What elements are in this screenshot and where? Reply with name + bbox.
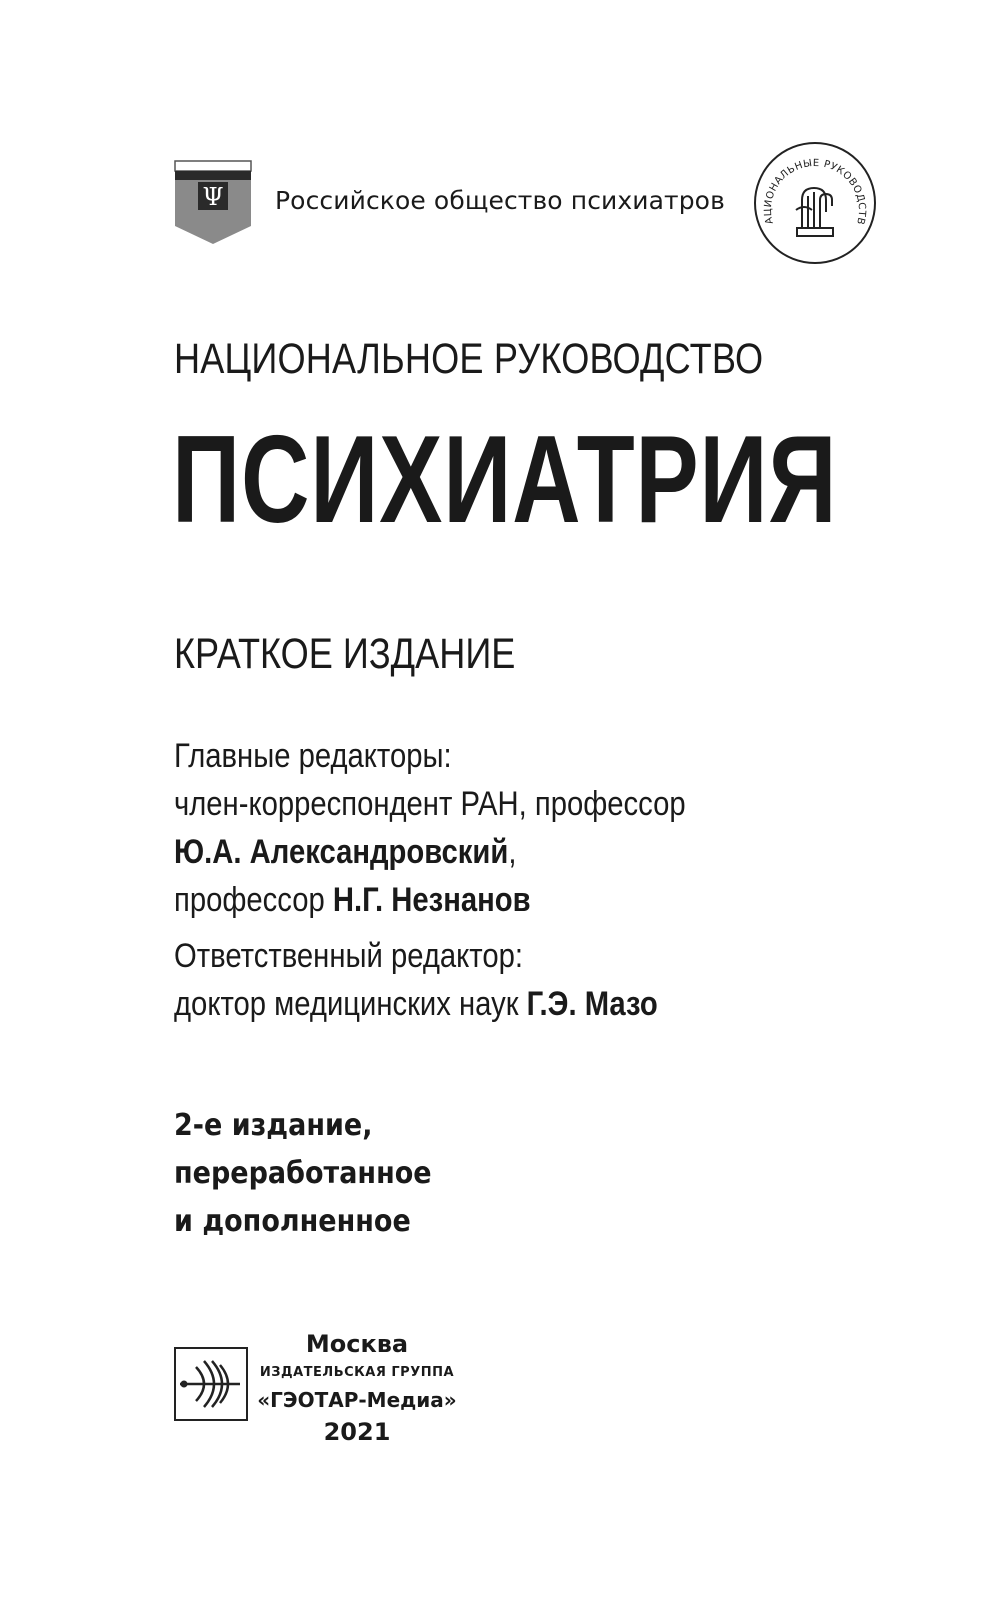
- publication-year: 2021: [323, 1418, 391, 1446]
- national-guides-seal-icon: [752, 140, 878, 266]
- publisher-city: Москва: [305, 1330, 409, 1358]
- responsible-editor-label: Ответственный редактор:: [174, 937, 523, 975]
- geotar-media-logo-icon: [174, 1347, 248, 1421]
- psi-shield-icon: [174, 160, 252, 246]
- responsible-editor-name: Г.Э. Мазо: [526, 985, 658, 1023]
- editors-block: [174, 732, 686, 1028]
- edition-line-2: переработанное: [174, 1156, 432, 1191]
- edition-info: [174, 1102, 432, 1246]
- edition-line-1: 2-е издание,: [174, 1108, 373, 1143]
- book-title: ПСИХИАТРИЯ: [172, 411, 838, 549]
- responsible-editor-line: [174, 980, 686, 1028]
- publisher-block: [252, 1328, 462, 1450]
- chief-editors-label: Главные редакторы:: [174, 737, 452, 775]
- chief-editor-title-2: профессор: [174, 881, 325, 919]
- society-name: Российское общество психиатров: [275, 186, 725, 215]
- svg-text:НАЦИОНАЛЬНЫЕ РУКОВОДСТВА: АЦИОНАЛЬНЫЕ РУКОВОДСТВ: [762, 157, 868, 226]
- chief-editor-name-2: Н.Г. Незнанов: [332, 881, 531, 919]
- chief-editor-name-1: Ю.А. Александровский: [174, 833, 509, 871]
- chief-editor-title-1: член-корреспондент РАН, профессор: [174, 785, 686, 823]
- svg-text:Ψ: Ψ: [202, 183, 224, 211]
- chief-editor-comma: ,: [508, 833, 517, 871]
- publisher-name: «ГЭОТАР-Медиа»: [257, 1388, 457, 1412]
- publisher-group: ИЗДАТЕЛЬСКАЯ ГРУППА: [259, 1365, 455, 1380]
- series-title: НАЦИОНАЛЬНОЕ РУКОВОДСТВО: [174, 335, 764, 383]
- responsible-editor-title: доктор медицинских наук: [174, 985, 519, 1023]
- edition-line-3: и дополненное: [174, 1204, 411, 1239]
- chief-editor-line-3: [174, 876, 686, 924]
- edition-type: КРАТКОЕ ИЗДАНИЕ: [174, 630, 516, 678]
- chief-editor-line-2: [174, 828, 686, 876]
